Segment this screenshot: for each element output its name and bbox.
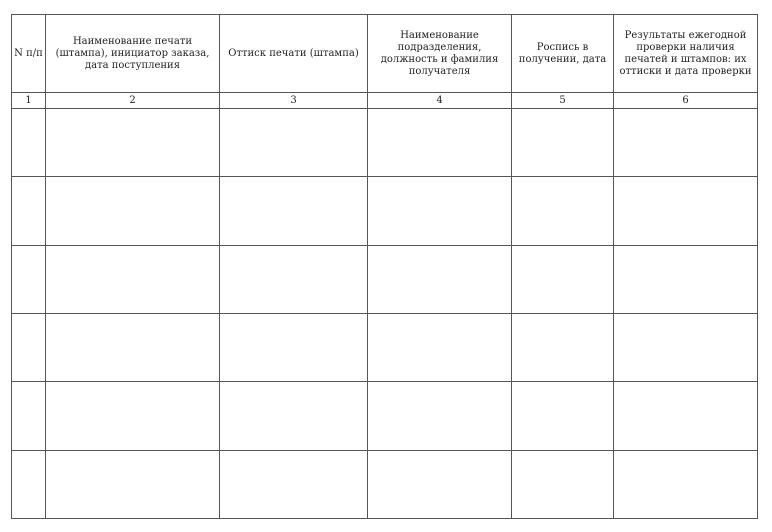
table-cell[interactable]: [614, 109, 758, 177]
header-cell-recipient: Наименование подразделения, должность и фамилия получателя: [368, 15, 512, 93]
table-cell[interactable]: [220, 109, 368, 177]
table-cell[interactable]: [614, 313, 758, 381]
column-number: 5: [512, 93, 614, 109]
table-cell[interactable]: [368, 382, 512, 450]
table-cell[interactable]: [614, 382, 758, 450]
seal-register-table: [11, 14, 758, 519]
column-number-row: [12, 93, 758, 109]
table-cell[interactable]: [12, 109, 46, 177]
header-cell-seal-name: Наименование печати (штампа), инициатор заказа, дата поступления: [46, 15, 220, 93]
table-cell[interactable]: [368, 177, 512, 245]
header-cell-signature: Роспись в получении, дата: [512, 15, 614, 93]
header-row: [12, 15, 758, 93]
table-cell[interactable]: [368, 109, 512, 177]
table-cell[interactable]: [46, 177, 220, 245]
table-row: [12, 382, 758, 450]
table-cell[interactable]: [512, 245, 614, 313]
table-row: [12, 177, 758, 245]
table-cell[interactable]: [614, 450, 758, 518]
table-cell[interactable]: [12, 450, 46, 518]
table-cell[interactable]: [512, 109, 614, 177]
column-number: 2: [46, 93, 220, 109]
table-cell[interactable]: [614, 245, 758, 313]
table-cell[interactable]: [368, 313, 512, 381]
table-cell[interactable]: [46, 109, 220, 177]
table-cell[interactable]: [12, 177, 46, 245]
table-cell[interactable]: [368, 450, 512, 518]
table-cell[interactable]: [512, 450, 614, 518]
table-cell[interactable]: [46, 382, 220, 450]
column-number: 6: [614, 93, 758, 109]
table-cell[interactable]: [614, 177, 758, 245]
table-cell[interactable]: [368, 245, 512, 313]
table-cell[interactable]: [512, 382, 614, 450]
table-row: [12, 245, 758, 313]
column-number: 1: [12, 93, 46, 109]
column-number: 3: [220, 93, 368, 109]
table-row: [12, 313, 758, 381]
table-row: [12, 450, 758, 518]
table-cell[interactable]: [512, 177, 614, 245]
table-cell[interactable]: [220, 177, 368, 245]
table-cell[interactable]: [220, 382, 368, 450]
table-cell[interactable]: [220, 245, 368, 313]
table-row: [12, 109, 758, 177]
table-cell[interactable]: [220, 313, 368, 381]
table-cell[interactable]: [46, 245, 220, 313]
table-cell[interactable]: [46, 450, 220, 518]
header-cell-impression: Оттиск печати (штампа): [220, 15, 368, 93]
header-cell-number: N п/п: [12, 15, 46, 93]
header-cell-annual-check: Результаты ежегодной проверки наличия печатей и штампов: их оттиски и дата проверки: [614, 15, 758, 93]
table-cell[interactable]: [46, 313, 220, 381]
table-cell[interactable]: [12, 245, 46, 313]
table-cell[interactable]: [12, 382, 46, 450]
table-cell[interactable]: [512, 313, 614, 381]
table-cell[interactable]: [12, 313, 46, 381]
table-cell[interactable]: [220, 450, 368, 518]
column-number: 4: [368, 93, 512, 109]
